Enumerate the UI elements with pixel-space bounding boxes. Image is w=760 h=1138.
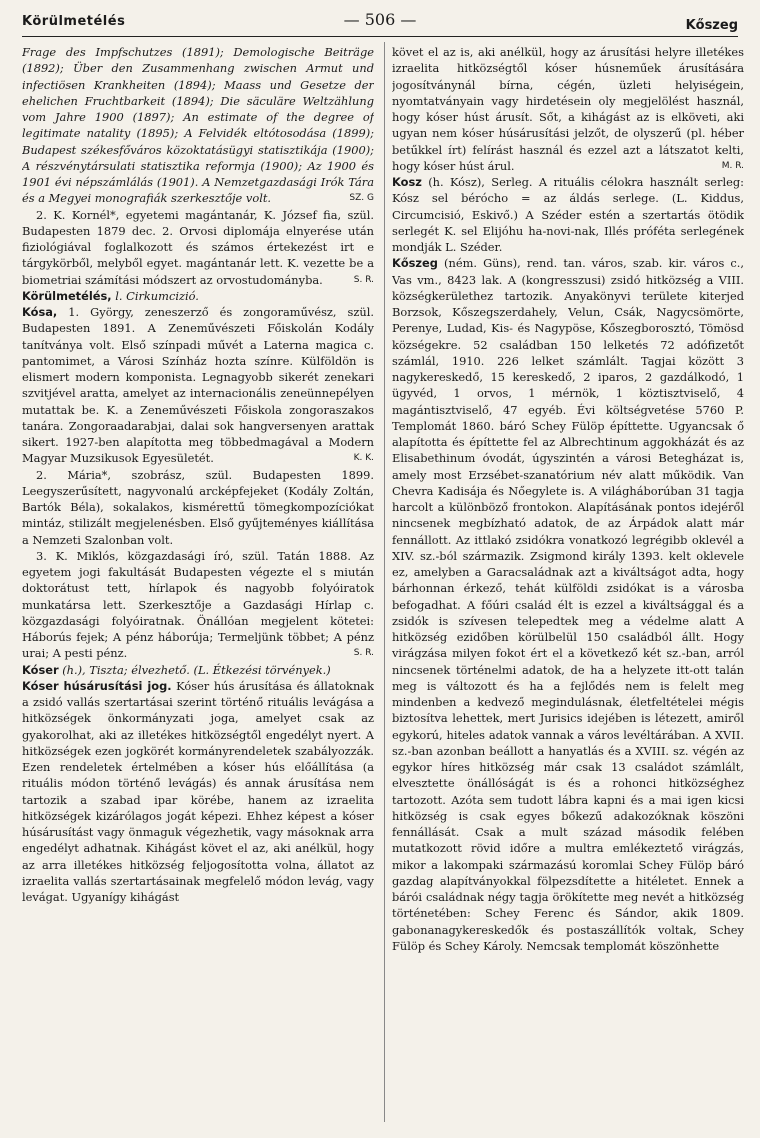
running-head-right: Kőszeg bbox=[685, 18, 738, 33]
entry-kosa: Kósa, 1. György, zeneszerző és zongoraművész, szül. Budapesten 1891. A Zeneművészeti Főiskolán Kodály tanítványa volt. Első színpadi művét a Laterna magica c. pantomimet, a Városi Színház hozta színre. Külföldön is elismert modern komponista. Legnagyobb sikerét zenekari szvitjével aratta, amelyet az internacionális zeneünnepélyen mutattak be. K. a Zeneművészeti Főiskola zongoraszakos tanára. Zongoraadarabjai, dalai sok hangversenyen arattak sikert. 1927-ben alapította meg többedmagával a Modern Magyar Muzsikusok Egyesületét. K. K. bbox=[22, 305, 374, 466]
column-divider bbox=[384, 42, 385, 1122]
entry-korulmeteles: Körülmetélés, l. Cirkumcizió. bbox=[22, 288, 199, 303]
entry-kosz: Kosz (h. Kósz), Serleg. A rituális célokra használt serleg: Kósz sel bérócho = az áldás serlege. (L. Kiddus, Circumcisió, Eskivő.) A Széder estén a szertartás ötödik serlegét K. sel Elijóhu ha-novi-nak, Illés próféta serlegének mondják L. Széder. bbox=[392, 175, 744, 254]
page-header bbox=[22, 6, 738, 34]
entry-kosa-maria: 2. Mária*, szobrász, szül. Budapesten 1899. Leegyszerűsített, nagyvonalú arcképfejeket (Kodály Zoltán, Bartók Béla), sokalakos, kismérettű tömegkompozíciókat mintáz, stilizált megjelenésben. Első gyűjteményes kiállítása a Nemzeti Szalonban volt. bbox=[22, 467, 374, 547]
header-rule bbox=[22, 36, 738, 37]
entry-continuation: Frage des Impfschutzes (1891); Demologische Beiträge (1892); Über den Zusammenhang zwischen Armut und infectiösen Krankheiten (1894); Maass und Gesetze der ehelichen Fruchtbarkeit (1894); Die säculäre Weltzählung vom Jahre 1900 (1897); An estimate of the degree of legitimate natality (1895); A Felvidék eltótosodása (1899); Budapest székesfőváros közoktatásügyi statisztikája (1900); A részvénytársulati statisztika reformja (1900); Az 1900 és 1901 évi népszámlálás (1901). A Nemzetgazdasági Irók Tára és a Megyei monografiák szerkesztője volt. SZ. G bbox=[22, 45, 374, 206]
entry-koser: Kóser (h.), Tiszta; élvezhető. (L. Étkezési törvények.) bbox=[22, 662, 331, 677]
entry-continuation-right: követ el az is, aki anélkül, hogy az árusítási helyre illetékes izraelita hitközségtől kóser húsneműek árusítására jogosítványnál bírna, cégén, üzleti helyiségein, nyomtatványain vagy hirdetésein oly megjelölést használ, hogy kóser húst árusít. Sőt, a kihágást az is elköveti, aki ugyan nem kóser húsárusítási jelzőt, de olyszerű (pl. héber betűkkel írt) felírást használ és ezzel azt a látszatot kelti, hogy kóser húst árul. M. R. bbox=[392, 45, 744, 173]
right-column bbox=[392, 44, 744, 1124]
entry-kornel: 2. K. Kornél*, egyetemi magántanár, K. József fia, szül. Budapesten 1879 dec. 2. Orvosi diplomája elnyerése után fiziológiával foglalkozott és számos értekezést irt e tárgykörből, melyből egyet. magántanár lett. K. vezette be a biometriai számítási módszert az orvostudományba. S. R. bbox=[22, 207, 374, 287]
page-number: — 506 — bbox=[343, 10, 417, 29]
entry-koszeg: Kőszeg (ném. Güns), rend. tan. város, szab. kir. város c., Vas vm., 8423 lak. A (kongresszusi) zsidó hitközség a VIII. községkerülethez tartozik. Anyakönyvi területe kiterjed Borzsok, Kőszegszerdahely, Velun, Csák, Nagycsömörte, Perenye, Ludad, Kis- és Nagypöse, Kőszegborosztó, Tömösd községekre. 52 családban 150 lelketés 72 adófizetőt számlál, 1910. 226 lelket számlált. Tagjai között 3 nagykereskedő, 15 kereskedő, 2 iparos, 2 gazdálkodó, 1 ügyvéd, 1 orvos, 1 mérnök, 1 köztisztviselő, 4 magántisztviselő, 47 egyéb. Évi költségvetése 5760 P. Templomát 1860. báró Schey Fülöp építtette. Ugyancsak ő alapította és építtette fel az Albrechtinum aggokházát és az Elisabethinum óvodát, úgyszintén a városi Betegházat is, amely most Erzsébet-szanatórium név alatt működik. Van Chevra Kadisája és Nőegylete is. A világháborúban 31 tagja harcolt a különböző frontokon. Alapításának pontos idejéről nincsenek megbízható adatok, de az Árpádok alatt már fennállott. Az ittlakó zsidókra vonatkozó legrégibb oklevél a XIV. sz.-ból származik. Zsigmond király 1393. kelt oklevele ez, amelyben a Garacsaládnak azt a kiváltságot adta, hogy bárhonnan érkező, tehát külföldi zsidókat is a városba befogadhat. A főúri család élt is ezzel a kiváltsággal és a zsidók is szívesen telepedtek meg a védelme alatt A hitközség ezidőben körülbelül 150 családból állt. Hogy virágzása milyen fokot ért el a következő két sz.-ban, arról nincsenek történelmi adatok, de ha a helyzete itt-ott talán meg is változott és ha a fejlődés nem is felelt meg mindenben a kedvező megindulásnak, életfeltételei mégis biztosítva lehettek, mert Jurisics idejében is létezett, amiről egykorú, hiteles adatok vannak a város levéltárában. A XVII. sz.-ban azonban beállott a hanyatlás és a XVIII. sz. végén az egykor híres hitközség már csak 13 családot számlált, elvesztette önállóságát is és a rohonci hitközséghez tartozott. Azóta sem tudott lábra kapni és a mai igen kicsi hitközség is csak egyes bőkezű adakozóknak köszöni fennállását. Csak a mult század második felében mutatkozott rövid időre a multra emlékeztető virágzás, mikor a lakompaki származású koromlai Schey Fülöp báró gazdag alapítványokkal fölpezsdítette a hitéletet. Ennek a bárói családnak négy tagja örökítette meg nevét a hitközség történetében: Schey Ferenc és Sándor, akik 1809. gabonanagykereskedők és postaszállítók voltak, Schey Fülöp és Schey Károly. Nemcsak templomát köszönhette bbox=[392, 256, 744, 953]
left-column bbox=[22, 44, 374, 1124]
entry-kosa-miklos: 3. K. Miklós, közgazdasági író, szül. Tatán 1888. Az egyetem jogi fakultását Budapesten végezte el s miután doktorátust tett, hírlapok és nagyobb folyóiratok munkatársa lett. Szerkesztője a Gazdasági Hírlap c. közgazdasági folyóiratnak. Önállóan megjelent kötetei: Háborús fejek; A pénz háborúja; Termeljünk többet; A pénz urai; A pesti pénz. S. R. bbox=[22, 548, 374, 661]
running-head-left: Körülmetélés bbox=[22, 14, 126, 29]
entry-koser-husarusitasi-jog: Kóser húsárusítási jog. Kóser hús árusítása és állatoknak a zsidó vallás szertartásai szerint történő rituális levágása a hitközségek önkormányzati joga, amelyet csak az gyakorolhat, aki az illetékes hitközségtől engedélyt nyert. A hitközségek ezen jogkörét kormányrendeletek szabályozzák. Ezen rendeletek értelmében a kóser hús előállítása (a rituális módon történő levágás) és annak árusítása nem tartozik a szabad ipar körébe, hanem az izraelita hitközségek kizárólagos jogát képezi. Ehhez képest a kóser húsárusítást vagy önmaguk végezhetik, vagy másoknak arra engedélyt adhatnak. Kihágást követ el az, aki anélkül, hogy az arra illetékes hitközség feljogosította volna, állatot az izraelita vallás szertartásainak megfelelő módon levág, vagy levágat. Ugyanígy kihágást bbox=[22, 678, 374, 904]
